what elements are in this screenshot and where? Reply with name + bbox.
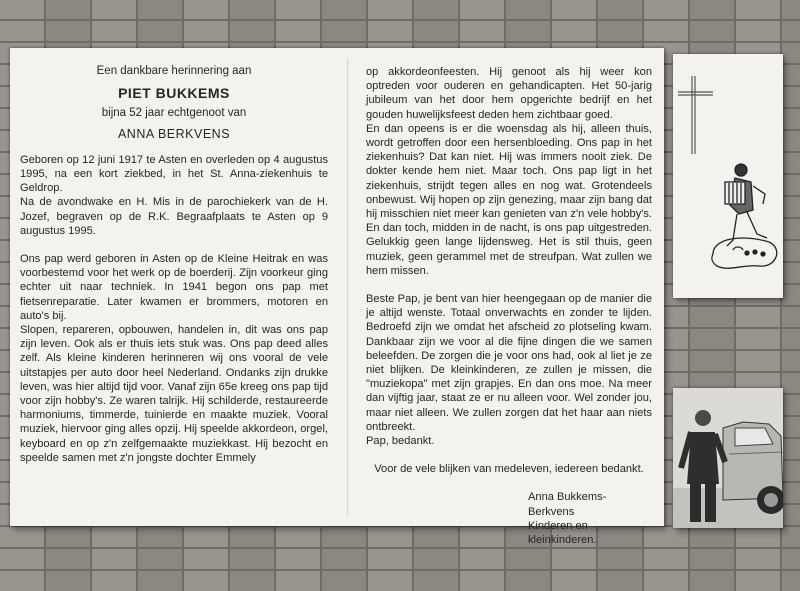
left-column	[20, 62, 328, 465]
right-column	[366, 65, 652, 547]
spouse-name: ANNA BERKVENS	[117, 126, 231, 141]
spouse-intro: bijna 52 jaar echtgenoot van	[101, 107, 247, 120]
deceased-name: PIET BUKKEMS	[118, 85, 230, 102]
illness-paragraph: En dan opeens is er die woensdag als hij, alleen thuis, wordt getroffen door een hersenbloeding. Ons pap in het ziekenhuis? Dat kan niet. Hij was immers nooit ziek. De dokter kende hem niet. Maar toch. Ons pap ligt in het ziekenhuis, strijdt tegen alles en nog wat. Grotendeels onbewust. Wij hopen op zijn genezing, maar zijn bang dat hij misschien niet meer kan genieten van z'n vele hobby's. En dan toch, midden in de nacht, is ons pap uitgestreden. Gelukkig geen lange lijdensweg. Het is stil thuis, geen muziek, geen gerammel met de streufpan. Wat zullen we hem missen.	[366, 122, 652, 277]
farewell-paragraph: Beste Pap, je bent van hier heengegaan op de manier die je altijd wenste. Totaal onverwachts en zonder te lijden. Bedroefd zijn we omdat het afscheid zo plotseling kwam. Dankbaar zijn we voor al die fijne dingen die we samen beleefden. De zorgen die je voor ons had, ook al liet je ze niet blijken. De kleinkinderen, ze zullen je missen, die "muziekopa" met zijn grapjes. En dan ons moe. Na meer dan vijftig jaar, staat ze er nu alleen voor. Wel zonder jou, maar niet alleen. We zullen zorgen dat het haar aan niets ontbreekt.	[366, 293, 652, 433]
cover-card	[673, 54, 783, 298]
signature-family: Kinderen en kleinkinderen.	[528, 519, 597, 547]
continuation-paragraph: op akkordeonfeesten. Hij genoot als hij weer kon optreden voor ouderen en gehandicapten. Het 50-jarig jubileum van het door hem opgerichte bedrijf en het gouden huwelijksfeest deden hem zichtbaar goed.	[366, 66, 652, 121]
accordion-player-illustration	[712, 164, 777, 268]
birth-death-paragraph: Geboren op 12 juni 1917 te Asten en overleden op 4 augustus 1995, na een kort ziekbed, in het St. Anna-ziekenhuis te Geldrop.	[20, 153, 328, 195]
cover-illustration	[673, 54, 783, 298]
cross-icon	[678, 76, 713, 154]
early-life-paragraph: Ons pap werd geboren in Asten op de Kleine Heitrak en was voorbestemd voor het werk op de boerderij. Zijn voorkeur ging echter uit naar techniek. In 1941 begon ons pap met fietsenreparatie. Later kwamen er brommers, motoren en auto's bij.	[20, 253, 328, 322]
thanks-line: Voor de vele blijken van medeleven, iedereen bedankt.	[374, 463, 644, 476]
signature-name: Anna Bukkems-Berkvens	[528, 491, 607, 518]
closing-line: Pap, bedankt.	[366, 435, 435, 448]
photo-card	[673, 388, 783, 528]
card-fold-line	[347, 58, 348, 516]
man-with-car-photo	[673, 388, 783, 528]
funeral-paragraph: Na de avondwake en H. Mis in de parochiekerk van de H. Jozef, begraven op de R.K. Begraafplaats te Asten op 9 augustus 1995.	[20, 196, 328, 237]
memorial-card-inner	[10, 48, 664, 547]
hobbies-paragraph: Slopen, repareren, opbouwen, handelen in, dit was ons pap zijn leven. Ook als er thuis iets stuk was. Ons pap deed alles zelf. Als kleine kinderen herinneren wij ons vooral de vele uitstapjes per auto door heel Nederland. Ondanks zijn drukke leven, was hier altijd tijd voor. Vanaf zijn 65e kreeg ons pap tijd voor zijn hobby's. Ze waren talrijk. Hij schilderde, restaureerde harmoniums, timmerde, tuinierde en maakte muziek. Vooral muziek, hiervoor ging alles opzij. Hij speelde akkordeon, orgel, keyboard en op z'n zelfgemaakte muziekkast. Hij bezocht en speelde samen met z'n jongste dochter Emmely	[20, 324, 328, 464]
intro-line: Een dankbare herinnering aan	[96, 65, 252, 77]
